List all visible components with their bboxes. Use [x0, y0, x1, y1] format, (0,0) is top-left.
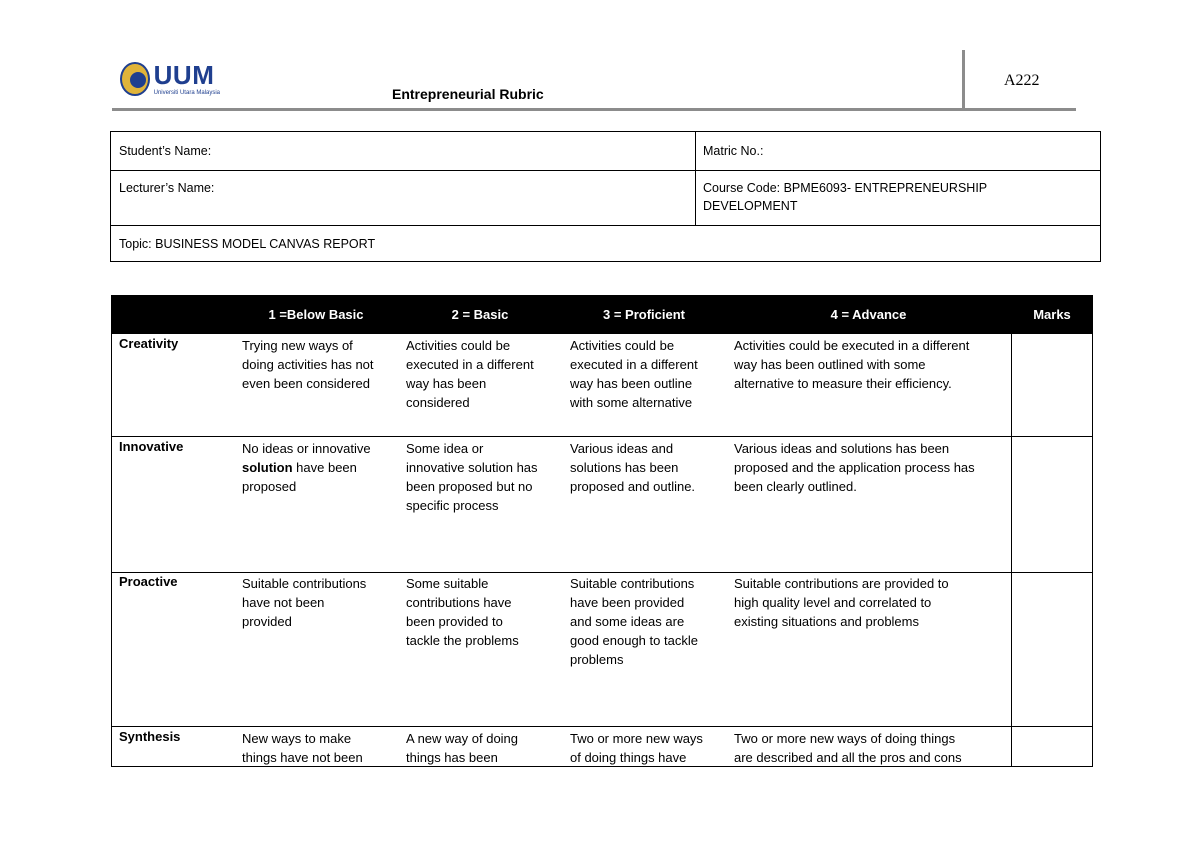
criterion-synthesis: Synthesis: [119, 729, 181, 744]
lecturer-name-label: Lecturer’s Name:: [119, 181, 215, 195]
criterion-proactive: Proactive: [119, 574, 178, 589]
rubric-cell: Some suitable contributions have been provided to tackle the problems: [406, 576, 519, 648]
header-advance: 4 = Advance: [830, 307, 907, 322]
rubric-cell: Various ideas and solutions has been proposed and outline.: [570, 441, 696, 494]
criterion-innovative: Innovative: [119, 439, 184, 454]
rubric-cell: Activities could be executed in a different way has been outlined with some alternative to measure their efficiency.: [734, 338, 970, 391]
rubric-cell: New ways to make things have not been: [242, 731, 363, 765]
rubric-cell: Trying new ways of doing activities has not even been considered: [242, 338, 374, 391]
course-code-label: Course Code: BPME6093- ENTREPRENEURSHIP DEVELOPMENT: [703, 181, 988, 213]
university-logo: [120, 58, 220, 100]
logo-text: UUM: [153, 60, 215, 90]
header-divider-horizontal: [112, 108, 1076, 111]
rubric-cell: Suitable contributions have been provided and some ideas are good enough to tackle problems: [570, 576, 698, 667]
rubric-cell: Activities could be executed in a different way has been considered: [406, 338, 534, 410]
matric-no-label: Matric No.:: [703, 144, 764, 158]
rubric-cell: Two or more new ways of doing things have: [570, 731, 703, 765]
header-proficient: 3 = Proficient: [603, 307, 685, 322]
header-below-basic: 1 =Below Basic: [268, 307, 364, 322]
topic-label: Topic: BUSINESS MODEL CANVAS REPORT: [119, 237, 376, 251]
rubric-cell: No ideas or innovative solution have been proposed: [242, 441, 371, 494]
header-basic: 2 = Basic: [451, 307, 509, 322]
header-marks: Marks: [1033, 307, 1071, 322]
rubric-cell: A new way of doing things has been: [406, 731, 519, 765]
rubric-table: [111, 295, 1093, 767]
logo-subtext: Universiti Utara Malaysia: [153, 90, 220, 96]
document-code: A222: [1004, 72, 1040, 89]
rubric-cell: Activities could be executed in a different way has been outline with some alternative: [570, 338, 698, 410]
university-seal-icon: [120, 62, 150, 96]
rubric-cell: Two or more new ways of doing things are described and all the pros and cons: [734, 731, 962, 765]
rubric-cell: Suitable contributions are provided to high quality level and correlated to existing situations and problems: [734, 576, 949, 629]
rubric-cell: Various ideas and solutions has been proposed and the application process has been clearly outlined.: [734, 441, 975, 494]
criterion-creativity: Creativity: [119, 336, 179, 351]
header-divider-vertical: [962, 50, 965, 110]
rubric-cell: Some idea or innovative solution has been proposed but no specific process: [406, 441, 538, 513]
rubric-cell: Suitable contributions have not been provided: [242, 576, 367, 629]
marks-column-divider: [1011, 334, 1012, 766]
document-title: Entrepreneurial Rubric: [392, 86, 544, 102]
student-info-table: [110, 131, 1101, 262]
student-name-label: Student’s Name:: [119, 144, 212, 158]
rubric-header-row: [112, 296, 1092, 334]
